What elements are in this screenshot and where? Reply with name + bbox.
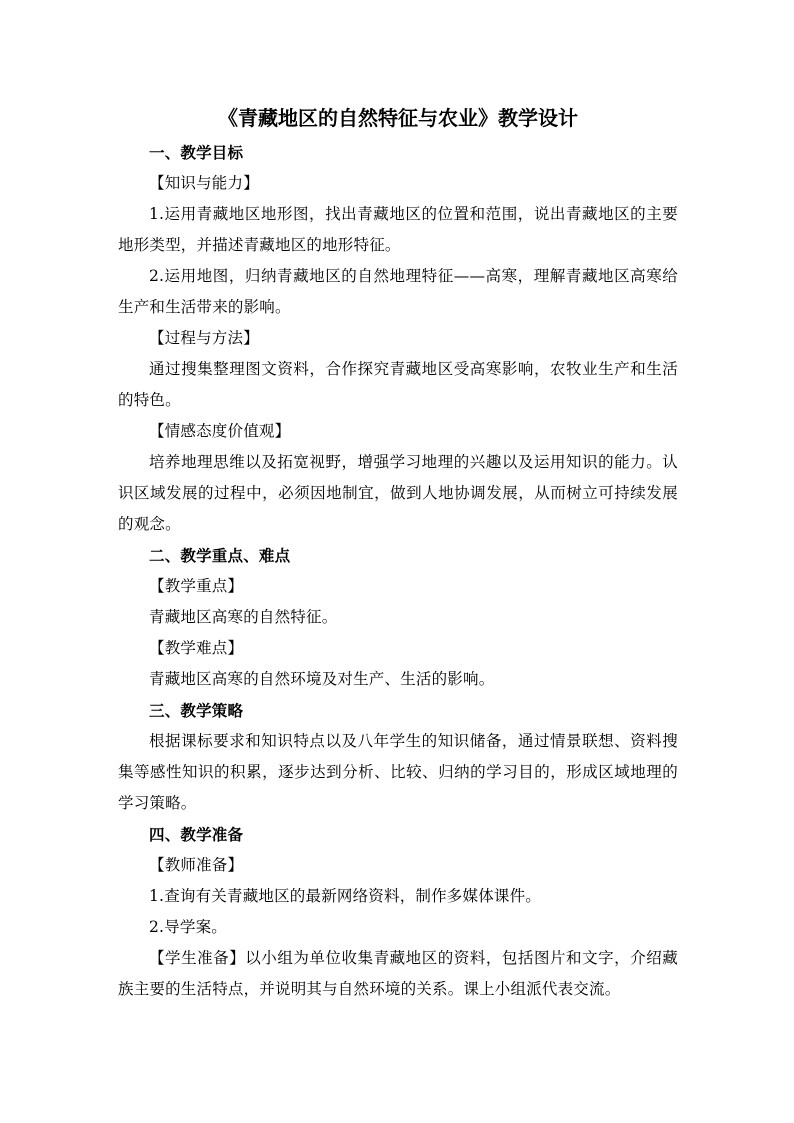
subheading-student: 【学生准备】 [149,949,246,967]
subheading-teacher: 【教师准备】 [149,856,244,874]
process-text: 通过搜集整理图文资料，合作探究青藏地区受高寒影响，农牧业生产和生活的特色。 [118,360,678,409]
teacher-item-2: 2.导学案。 [149,918,227,936]
section-heading-objectives: 一、教学目标 [149,143,244,162]
subheading-emotion: 【情感态度价值观】 [149,422,291,440]
section-heading-strategy: 三、教学策略 [149,701,244,720]
strategy-text: 根据课标要求和知识特点以及八年学生的知识储备，通过情景联想、资料搜集等感性知识的积累，逐步达到分析、比较、归纳的学习目的，形成区域地理的学习策略。 [118,732,678,812]
teacher-item-1: 1.查询有关青藏地区的最新网络资料，制作多媒体课件。 [149,887,541,905]
subheading-key: 【教学重点】 [149,577,244,595]
document-title: 《青藏地区的自然特征与农业》教学设计 [218,106,578,130]
difficult-text: 青藏地区高寒的自然环境及对生产、生活的影响。 [149,670,495,688]
student-preparation [118,943,678,1005]
emotion-text: 培养地理思维以及拓宽视野，增强学习地理的兴趣以及运用知识的能力。认识区域发展的过程中，必须因地制宜，做到人地协调发展，从而树立可持续发展的观念。 [118,453,678,533]
document-page [118,99,678,1005]
section-heading-preparation: 四、教学准备 [149,825,244,844]
knowledge-item-1: 1.运用青藏地区地形图，找出青藏地区的位置和范围，说出青藏地区的主要地形类型，并描述青藏地区的地形特征。 [118,205,678,254]
subheading-process: 【过程与方法】 [149,329,259,347]
section-heading-key-points: 二、教学重点、难点 [149,546,291,565]
knowledge-item-2: 2.运用地图，归纳青藏地区的自然地理特征——高寒，理解青藏地区高寒给生产和生活带来的影响。 [118,267,678,316]
key-text: 青藏地区高寒的自然特征。 [149,608,338,626]
subheading-knowledge: 【知识与能力】 [149,174,259,192]
subheading-difficult: 【教学难点】 [149,639,244,657]
student-text: 以小组为单位收集青藏地区的资料，包括图片和文字，介绍藏族主要的生活特点，并说明其与自然环境的关系。课上小组派代表交流。 [118,949,679,998]
